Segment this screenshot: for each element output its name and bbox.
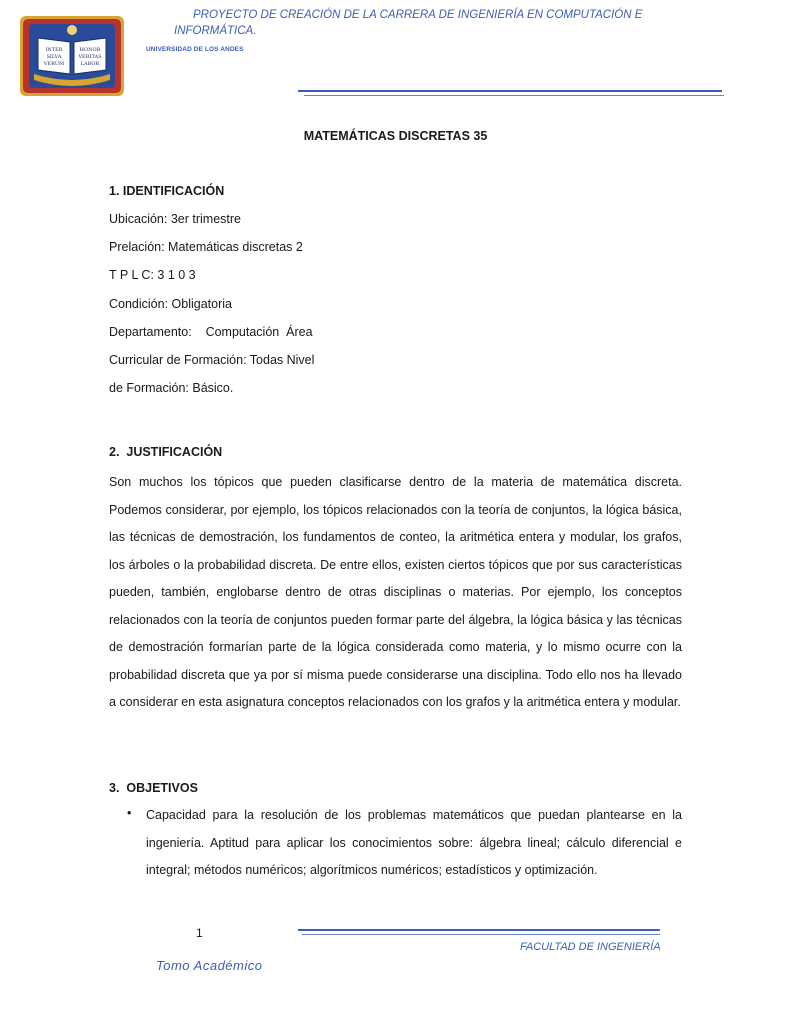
- ident-ubicacion: Ubicación: 3er trimestre: [109, 212, 241, 226]
- section-heading-objetivos: 3. OBJETIVOS: [109, 781, 198, 795]
- document-title: MATEMÁTICAS DISCRETAS 35: [303, 129, 488, 143]
- svg-text:VERITAS: VERITAS: [78, 54, 102, 60]
- ident-departamento: Departamento: Computación Área: [109, 325, 313, 339]
- seal-emblem-icon: [20, 16, 124, 96]
- ident-prelacion: Prelación: Matemáticas discretas 2: [109, 240, 303, 254]
- svg-text:LABOR: LABOR: [80, 61, 100, 67]
- ident-nivel-formacion: de Formación: Básico.: [109, 381, 234, 395]
- ident-area-curricular: Curricular de Formación: Todas Nivel: [109, 353, 315, 367]
- svg-text:SILVA: SILVA: [46, 54, 62, 60]
- footer-rule-thin: [302, 934, 660, 935]
- svg-text:VERUM: VERUM: [43, 61, 65, 67]
- university-name: UNIVERSIDAD DE LOS ANDES: [146, 46, 244, 53]
- header-rule: [298, 90, 722, 92]
- ident-tplc: T P L C: 3 1 0 3: [109, 268, 196, 282]
- justificacion-paragraph: Son muchos los tópicos que pueden clasificarse dentro de la materia de matemática discreta. Podemos considerar, por ejemplo, los tópicos relacionados con la teoría de conjuntos, la lógica básica, las técnicas de demostración, los fundamentos de conteo, la aritmética entera y modular, los grafos, los árboles o la probabilidad discreta. De entre ellos, existen ciertos tópicos que por sus características pueden, también, englobarse dentro de otras disciplinas o materias. Por ejemplo, los conceptos relacionados con la teoría de conjuntos pueden formar parte del álgebra, la lógica básica y las técnicas de demostración formarían parte de la lógica considerada como materia, y lo mismo ocurre con la probabilidad discreta que ya por sí misma puede considerarse una disciplina. Todo ello nos ha llevado a considerar en esta asignatura conceptos relacionados con los grafos y la aritmética entera y modular.: [109, 475, 682, 709]
- bullet-marker: •: [127, 806, 132, 820]
- ident-condicion: Condición: Obligatoria: [109, 297, 232, 311]
- page-number: 1: [196, 926, 203, 940]
- section-heading-identificacion: 1. IDENTIFICACIÓN: [109, 184, 225, 198]
- tomo-academico-label: Tomo Académico: [156, 958, 263, 973]
- footer-rule: [298, 929, 660, 931]
- section-heading-justificacion: 2. JUSTIFICACIÓN: [109, 445, 223, 459]
- university-seal-logo: [20, 16, 124, 96]
- project-title-line-2: INFORMÁTICA.: [174, 25, 257, 37]
- header-rule-thin: [304, 95, 724, 96]
- svg-text:INTER: INTER: [45, 47, 63, 53]
- svg-text:HONOR: HONOR: [79, 47, 101, 53]
- project-title-line-1: PROYECTO DE CREACIÓN DE LA CARRERA DE INGENIERÍA EN COMPUTACIÓN E: [193, 9, 643, 21]
- objetivo-item: Capacidad para la resolución de los problemas matemáticos que puedan plantearse en la ingeniería. Aptitud para aplicar los conocimientos sobre: álgebra lineal; cálculo diferencial e integral; métodos numéricos; algorítmicos numéricos; estadísticos y optimización.: [146, 808, 682, 877]
- faculty-name: FACULTAD DE INGENIERÍA: [520, 941, 661, 953]
